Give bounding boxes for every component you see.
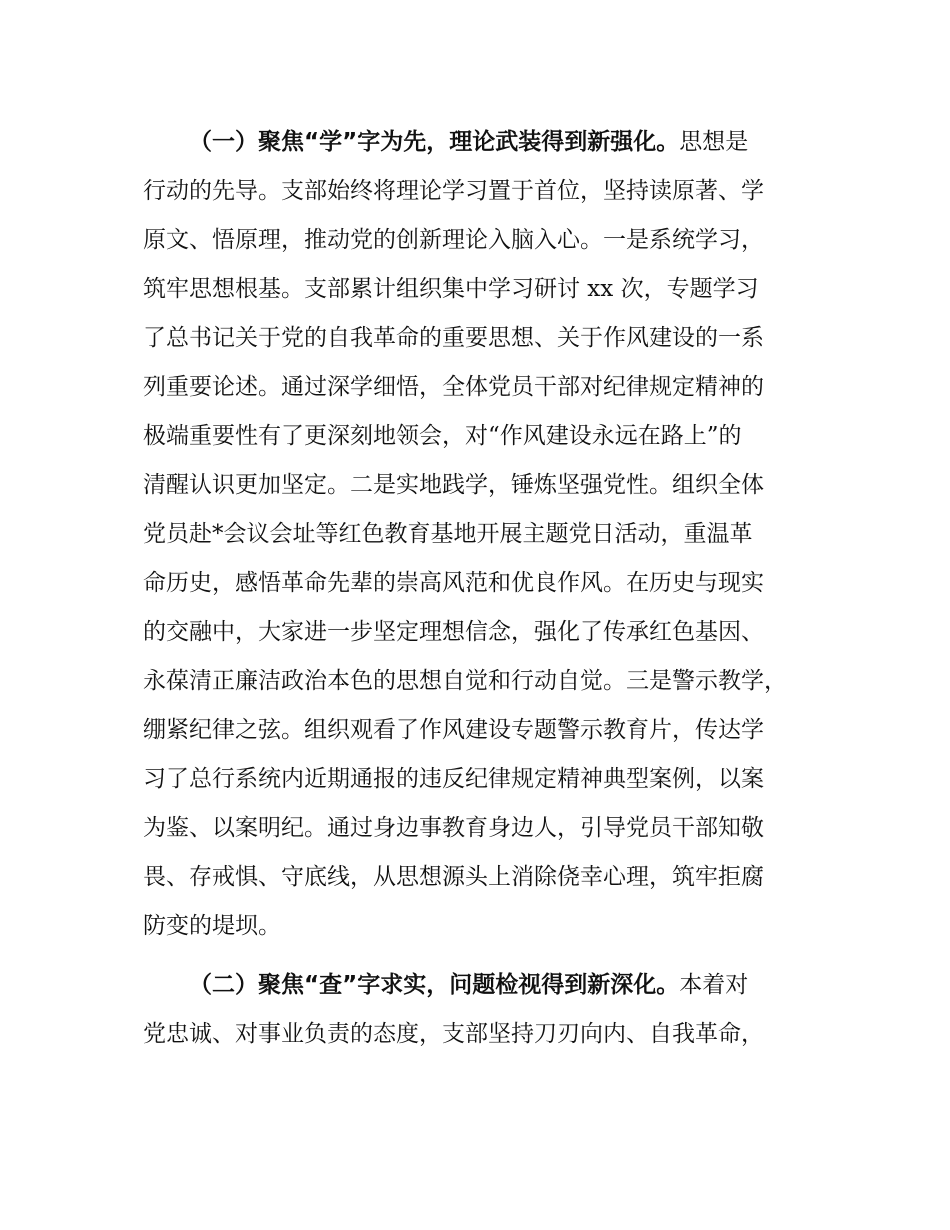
paragraph-1-line: 党员赴*会议会址等红色教育基地开展主题党日活动，重温革: [143, 521, 753, 547]
paragraph-2-line: 党忠诚、对事业负责的态度，支部坚持刀刃向内、自我革命，: [143, 1021, 764, 1047]
paragraph-1-heading: （一）聚焦“学”字为先，理论武装得到新强化。: [189, 129, 680, 155]
paragraph-1-line: 列重要论述。通过深学细悟，全体党员干部对纪律规定精神的: [143, 374, 764, 400]
paragraph-1-line: 原文、悟原理，推动党的创新理论入脑入心。一是系统学习，: [143, 227, 764, 253]
paragraph-1-line: 的交融中，大家进一步坚定理想信念，强化了传承红色基因、: [143, 619, 764, 645]
paragraph-spacer: [143, 951, 823, 961]
paragraph-2: [143, 961, 823, 1059]
paragraph-1-line: 筑牢思想根基。支部累计组织集中学习研讨 xx 次，专题学习: [143, 276, 759, 302]
document-body: [143, 118, 823, 1059]
paragraph-1-line: 防变的堤坝。: [143, 913, 281, 939]
paragraph-1-line: 行动的先导。支部始终将理论学习置于首位，坚持读原著、学: [143, 178, 764, 204]
paragraph-1-line: 习了总行系统内近期通报的违反纪律规定精神典型案例，以案: [143, 766, 764, 792]
paragraph-2-first-line: [143, 961, 823, 1010]
paragraph-1-line: 绷紧纪律之弦。组织观看了作风建设专题警示教育片，传达学: [143, 717, 764, 743]
paragraph-2-text: 本着对: [679, 972, 749, 998]
paragraph-2-heading: （二）聚焦“查”字求实，问题检视得到新深化。: [189, 972, 680, 998]
paragraph-1: [143, 118, 823, 951]
paragraph-1-line: 命历史，感悟革命先辈的崇高风范和优良作风。在历史与现实: [143, 570, 764, 596]
paragraph-1-line: 了总书记关于党的自我革命的重要思想、关于作风建设的一系: [143, 325, 764, 351]
paragraph-1-line: 畏、存戒惧、守底线，从思想源头上消除侥幸心理，筑牢拒腐: [143, 864, 764, 890]
paragraph-1-line: 清醒认识更加坚定。二是实地践学，锤炼坚强党性。组织全体: [143, 472, 764, 498]
paragraph-1-text: 思想是: [679, 129, 749, 155]
paragraph-1-line: 为鉴、以案明纪。通过身边事教育身边人，引导党员干部知敬: [143, 815, 764, 841]
paragraph-1-line: 永葆清正廉洁政治本色的思想自觉和行动自觉。三是警示教学，: [143, 668, 787, 694]
paragraph-1-line: 极端重要性有了更深刻地领会，对“作风建设永远在路上”的: [143, 423, 742, 449]
paragraph-1-first-line: [143, 118, 823, 167]
